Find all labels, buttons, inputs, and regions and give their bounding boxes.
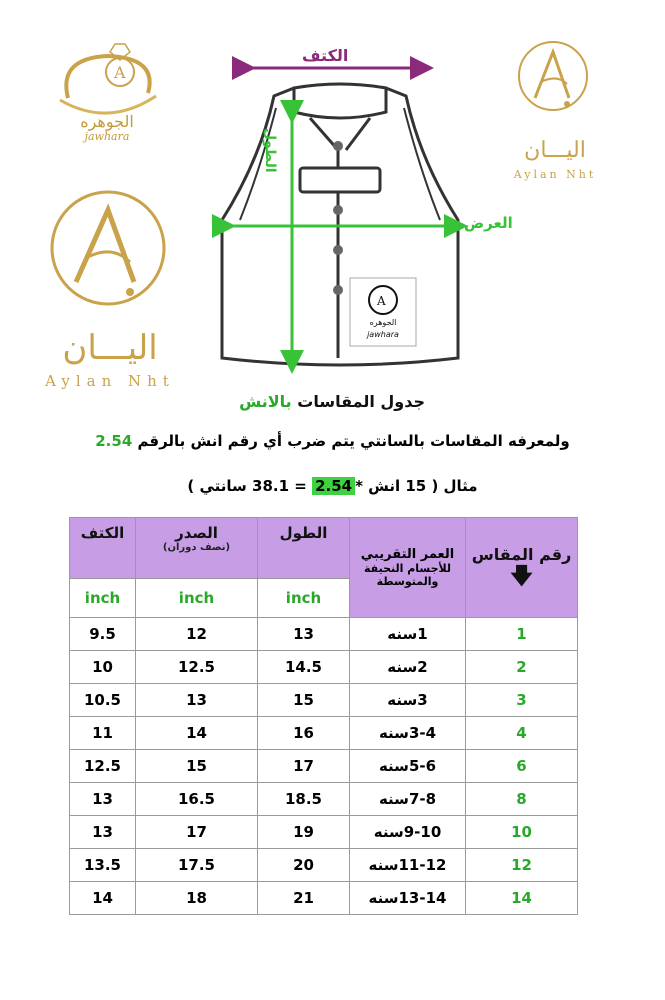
shoulder-cell: 10 [70,651,136,684]
table-header-row [70,518,578,579]
unit-shoulder: inch [70,579,136,618]
chest-cell: 16.5 [136,783,258,816]
shoulder-cell: 11 [70,717,136,750]
size-table [69,517,578,915]
table-row [70,882,578,915]
aylan-logo-ar-small: اليـــان [524,138,586,163]
aylan-logo-icon [517,38,589,114]
age-cell: 3سنه [350,684,466,717]
size-cell: 3 [466,684,578,717]
shoulder-cell: 12.5 [70,750,136,783]
unit-length: inch [258,579,350,618]
aylan-logo-en-large: Aylan Nht [45,372,175,390]
header-size-label: رقم المقاس [471,545,572,564]
shoulder-cell: 13 [70,816,136,849]
shoulder-cell: 13.5 [70,849,136,882]
svg-text:A: A [114,63,126,82]
size-cell: 6 [466,750,578,783]
length-cell: 21 [258,882,350,915]
age-cell: 11-12سنه [350,849,466,882]
header-shoulder [70,518,136,579]
shoulder-cell: 13 [70,783,136,816]
example-part1: مثال ( 15 انش * [355,477,478,495]
age-cell: 9-10سنه [350,816,466,849]
header-age [350,518,466,618]
table-row [70,783,578,816]
length-cell: 20 [258,849,350,882]
shoulder-cell: 10.5 [70,684,136,717]
title-prefix: جدول المقاسات [291,392,425,411]
tag-logo-en: jawhara [367,330,399,339]
jawhara-logo-ar: الجوهره [80,112,134,131]
table-row [70,618,578,651]
length-label: الطول [262,128,278,173]
length-cell: 15 [258,684,350,717]
chest-cell: 13 [136,684,258,717]
chest-cell: 12 [136,618,258,651]
aylan-logo-ar-large: اليـــان [62,328,158,368]
table-row [70,816,578,849]
shoulder-cell: 14 [70,882,136,915]
length-cell: 16 [258,717,350,750]
age-cell: 2سنه [350,651,466,684]
aylan-large-logo-icon [48,186,168,310]
chest-cell: 14 [136,717,258,750]
aylan-logo-en-small: Aylan Nht [513,168,597,181]
table-row [70,750,578,783]
table-row [70,651,578,684]
example-highlight: 2.54 [312,477,355,495]
arrow-down-icon: 🡇 [510,564,533,589]
vest-diagram [200,40,480,380]
chest-cell: 18 [136,882,258,915]
tag-logo-ar: الجوهره [369,318,397,327]
example-part2: = 38.1 سانتي ) [187,477,313,495]
chest-cell: 15 [136,750,258,783]
title-highlight: بالانش [239,392,292,411]
width-label: العرض [464,214,513,232]
header-length-label: الطول [279,524,328,542]
length-cell: 14.5 [258,651,350,684]
conversion-example [0,477,665,495]
header-age-line3: والمتوسطة [376,575,439,588]
size-cell: 1 [466,618,578,651]
header-length [258,518,350,579]
chest-cell: 17 [136,816,258,849]
page-title [239,392,425,411]
conversion-number: 2.54 [95,432,133,450]
header-age-line2: للأجسام النحيفة [363,562,452,575]
age-cell: 3-4سنه [350,717,466,750]
header-age-line1: العمر التقريبي [360,547,455,562]
size-cell: 10 [466,816,578,849]
header-chest-label: الصدر [175,524,218,542]
age-cell: 5-6سنه [350,750,466,783]
age-cell: 13-14سنه [350,882,466,915]
svg-text:A: A [377,294,386,308]
size-cell: 4 [466,717,578,750]
size-cell: 8 [466,783,578,816]
shoulder-label: الكتف [302,46,349,65]
table-row [70,684,578,717]
chest-cell: 17.5 [136,849,258,882]
length-cell: 17 [258,750,350,783]
header-shoulder-label: الكتف [80,524,125,542]
jawhara-crest-icon [48,38,168,118]
table-row [70,849,578,882]
conversion-text: ولمعرفه المقاسات بالسانتي يتم ضرب أي رقم انش بالرقم [132,432,570,450]
age-cell: 1سنه [350,618,466,651]
table-row [70,717,578,750]
size-cell: 2 [466,651,578,684]
header-chest [136,518,258,579]
header-size [466,518,578,618]
length-cell: 13 [258,618,350,651]
shoulder-cell: 9.5 [70,618,136,651]
length-cell: 18.5 [258,783,350,816]
size-cell: 14 [466,882,578,915]
size-cell: 12 [466,849,578,882]
unit-chest: inch [136,579,258,618]
chest-cell: 12.5 [136,651,258,684]
conversion-info [0,432,665,450]
age-cell: 7-8سنه [350,783,466,816]
header-chest-sub: (نصف دوران) [162,542,231,553]
jawhara-logo-en: jawhara [84,130,130,143]
length-cell: 19 [258,816,350,849]
